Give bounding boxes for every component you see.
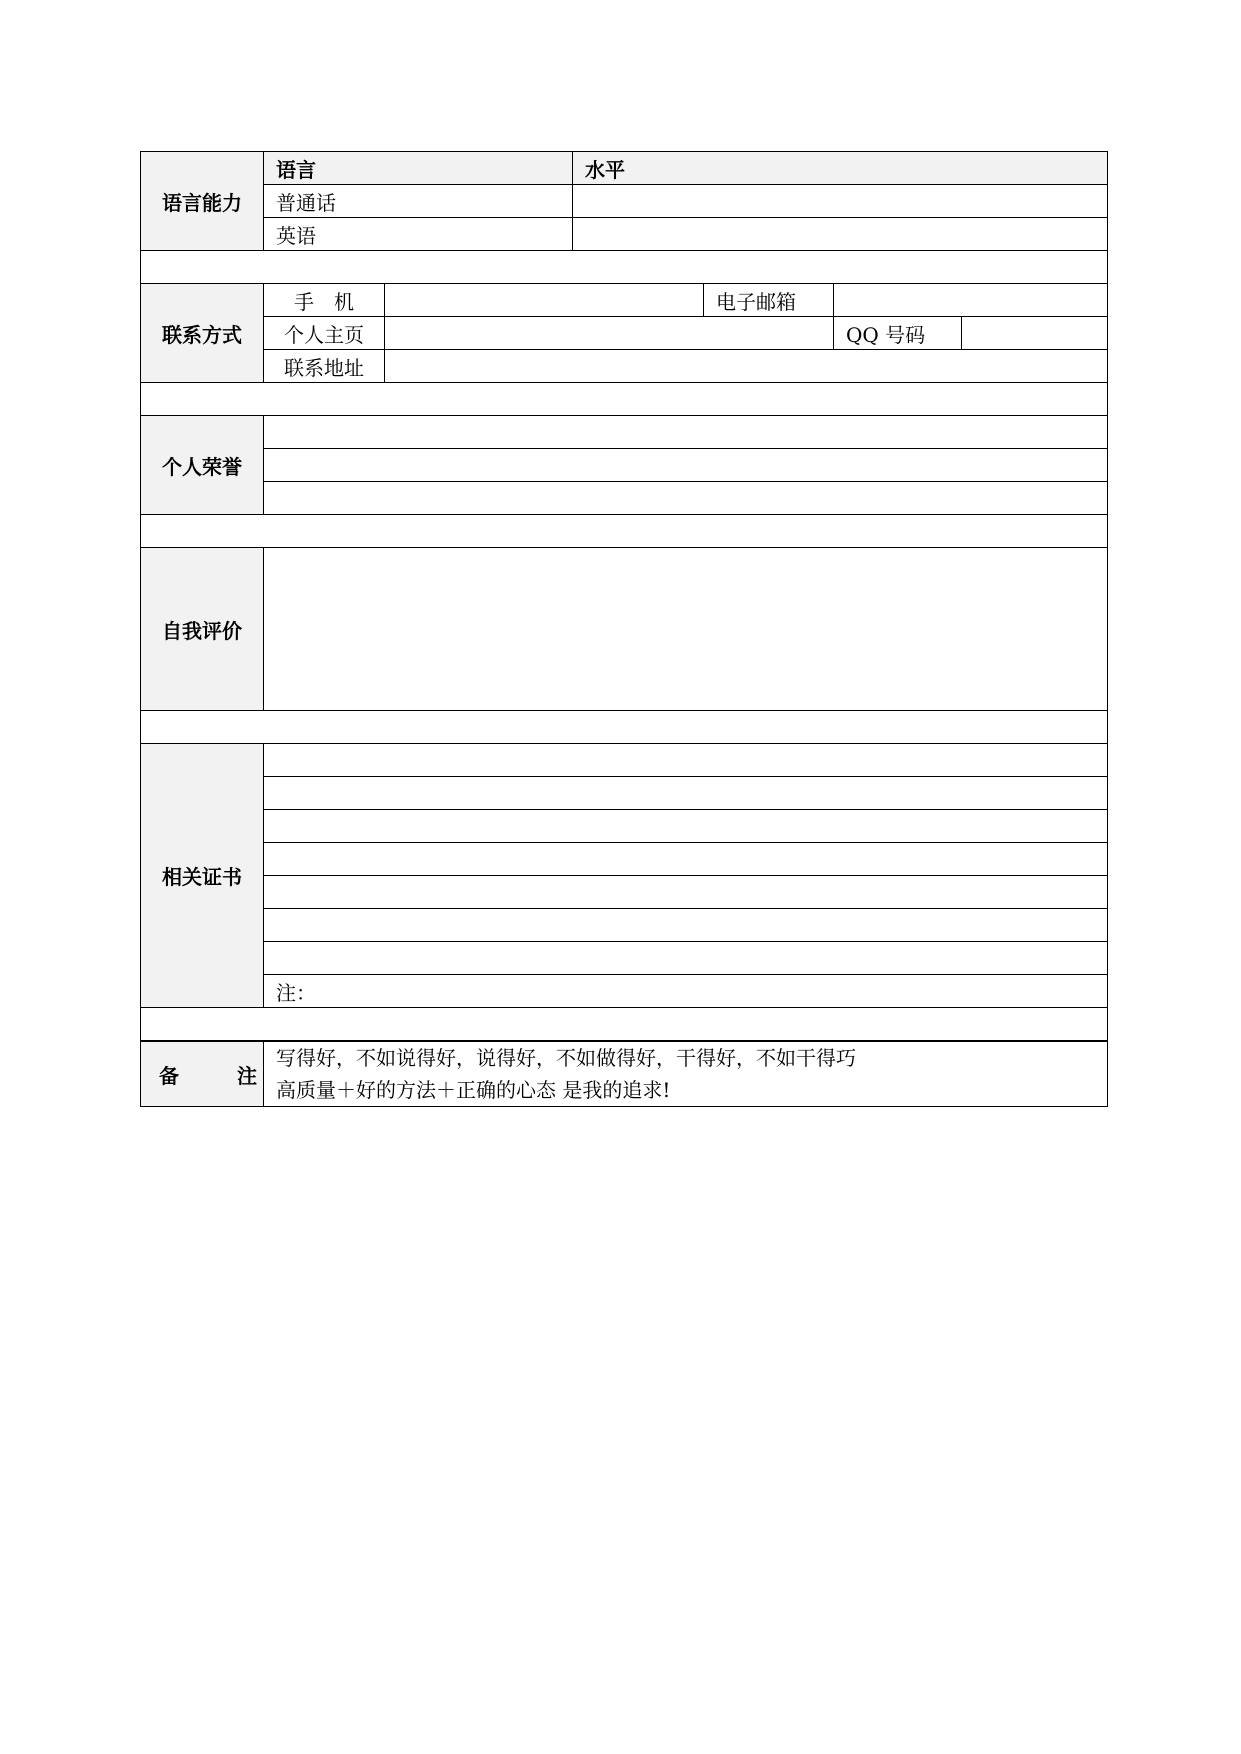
spacer-cell [141,383,1108,416]
certificate-row [141,942,1108,975]
language-column-header: 语言 [264,152,573,185]
remarks-line-1: 写得好，不如说得好，说得好，不如做得好，干得好，不如干得巧 [276,1046,856,1070]
address-label: 联系地址 [264,350,385,383]
remarks-row [141,1041,1108,1107]
language-header-row [141,152,1108,185]
honor-field[interactable] [264,482,1108,515]
self-evaluation-section-label: 自我评价 [141,548,264,711]
remarks-label-char-2: 注 [237,1063,257,1088]
contact-section-label: 联系方式 [141,284,264,383]
phone-label: 手 机 [264,284,385,317]
qq-field[interactable] [962,317,1108,350]
email-field[interactable] [834,284,1108,317]
certificate-note-row [141,975,1108,1008]
honor-field[interactable] [264,449,1108,482]
language-level-cell[interactable] [573,185,1108,218]
spacer-row [141,251,1108,284]
language-name-cell: 普通话 [264,185,573,218]
language-row [141,218,1108,251]
certificate-row [141,744,1108,777]
honor-row [141,449,1108,482]
certificate-row [141,909,1108,942]
qq-label: QQ 号码 [834,317,962,350]
homepage-field[interactable] [385,317,834,350]
language-section-label: 语言能力 [141,152,264,251]
spacer-cell [141,711,1108,744]
remarks-label-char-1: 备 [159,1063,179,1088]
certificate-field[interactable] [264,810,1108,843]
certificates-section-label: 相关证书 [141,744,264,1008]
language-level-cell[interactable] [573,218,1108,251]
honor-row [141,482,1108,515]
level-column-header: 水平 [573,152,1108,185]
contact-row-homepage [141,317,1108,350]
resume-form-table [140,151,1108,1107]
certificate-field[interactable] [264,876,1108,909]
address-field[interactable] [385,350,1108,383]
spacer-cell [141,515,1108,548]
spacer-cell [141,1008,1108,1042]
spacer-row [141,515,1108,548]
honors-section-label: 个人荣誉 [141,416,264,515]
remarks-section-label [141,1041,264,1107]
email-label: 电子邮箱 [704,284,834,317]
remarks-line-2: 高质量＋好的方法＋正确的心态 是我的追求! [276,1078,671,1102]
contact-row-address [141,350,1108,383]
self-evaluation-row [141,548,1108,711]
spacer-row [141,1008,1108,1042]
self-evaluation-field[interactable] [264,548,1108,711]
certificate-field[interactable] [264,909,1108,942]
spacer-cell [141,251,1108,284]
certificate-row [141,843,1108,876]
certificate-field[interactable] [264,777,1108,810]
contact-row-phone [141,284,1108,317]
language-name-cell: 英语 [264,218,573,251]
language-row [141,185,1108,218]
certificate-row [141,777,1108,810]
certificate-field[interactable] [264,843,1108,876]
spacer-row [141,711,1108,744]
honor-row [141,416,1108,449]
certificate-field[interactable] [264,744,1108,777]
certificate-field[interactable] [264,942,1108,975]
remarks-text [264,1041,1108,1107]
certificate-row [141,810,1108,843]
honor-field[interactable] [264,416,1108,449]
certificate-row [141,876,1108,909]
spacer-row [141,383,1108,416]
phone-field[interactable] [385,284,704,317]
homepage-label: 个人主页 [264,317,385,350]
certificate-note: 注： [264,975,1108,1008]
